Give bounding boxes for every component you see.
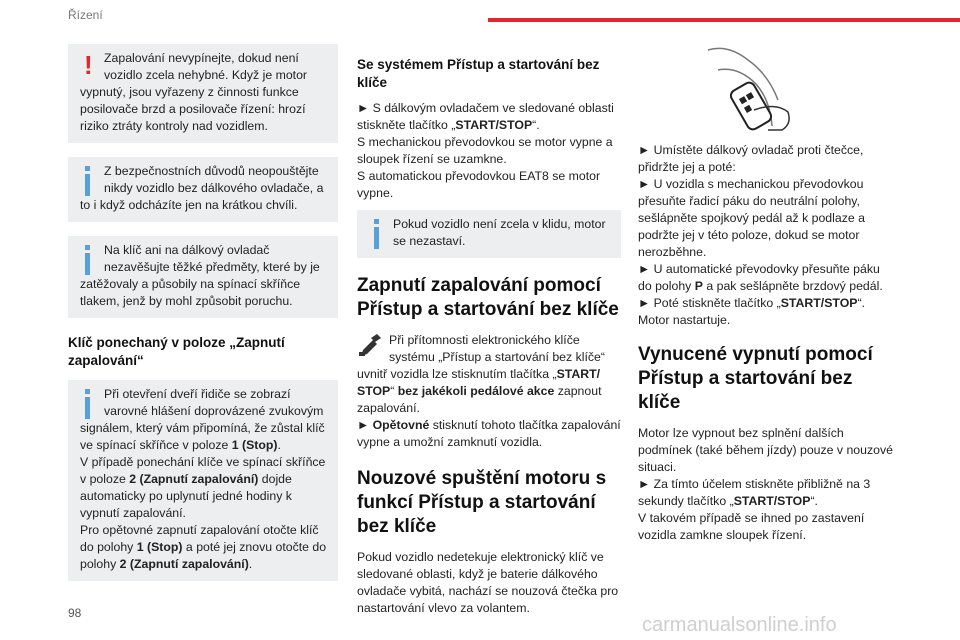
remote-reader-illustration xyxy=(698,40,798,136)
wrench-icon xyxy=(357,332,383,360)
paragraph-press-again: ► Opětovné stisknutí tohoto tlačítka zapalování vypne a umožní zamknutí vozidla. xyxy=(357,418,621,449)
header-accent-bar xyxy=(488,18,960,22)
warning-icon: ! xyxy=(84,50,93,80)
info-text-not-stationary: Pokud vozidlo není zcela v klidu, motor se nezastaví. xyxy=(393,217,606,248)
paragraph-press-start-stop-emergency: ► Poté stiskněte tlačítko „START/STOP“. xyxy=(638,296,865,310)
page-number: 98 xyxy=(68,606,82,620)
paragraph-forced-stop-emergency: Motor lze vypnout bez splnění dalších podmínek (také během jízdy) pouze v nouzové situaci. xyxy=(638,426,893,474)
info-icon xyxy=(80,386,98,420)
info-text-remote: Z bezpečnostních důvodů neopouštějte nikdy vozidlo bez dálkového ovladače, a to i když odcházíte jen na krátkou chvíli. xyxy=(80,164,324,212)
warning-text: Zapalování nevypínejte, dokud není vozidlo zcela nehybné. Když je motor vypnutý, jsou vyřazeny z činnosti funkce posilovače brzd a posilovače řízení: hrozí riziko ztráty kontroly nad vozidlem. xyxy=(80,51,308,133)
info-note-remote xyxy=(68,157,338,222)
paragraph-press-3-seconds: ► Za tímto účelem stiskněte přibližně na 3 sekundy tlačítko „START/STOP“. xyxy=(638,477,871,508)
info-icon xyxy=(369,216,387,250)
paragraph-place-remote: ► Umístěte dálkový ovladač proti čtečce, přidržte jej a poté: xyxy=(638,143,864,174)
column-left xyxy=(68,44,338,595)
info-text-key-weight: Na klíč ani na dálkový ovladač nezavěšujte těžké předměty, které by je zatěžovaly a působily na spínací skříňce tlakem, jenž by mohl způsobit poruchu. xyxy=(80,243,320,308)
paragraph-automatic-p: ► U automatické převodovky přesuňte páku do polohy P a pak sešlápněte brzdový pedál. xyxy=(638,262,883,293)
column-right xyxy=(638,40,893,544)
watermark: carmanualsonline.info xyxy=(642,614,837,636)
paragraph-emergency-reader: Pokud vozidlo nedetekuje elektronický klíč ve sledované oblasti, když je baterie dálkového ovladače vybitá, nachází se nouzová čtečka pro nastartování vlevo za volantem. xyxy=(357,550,619,615)
info-text-key-left-on: Při otevření dveří řidiče se zobrazí varovné hlášení doprovázené zvukovým signálem, který vám připomíná, že zůstal klíč ve spínací skříňce v poloze 1 (Stop). V případě ponechání klíče ve spínací skříňce v poloze 2 (Zapnutí zapalování) dojde automaticky po uplynutí jedné hodiny k vypnutí zapalování. Pro opětovné zapnutí zapalování otočte klíč do polohy 1 (Stop) a poté jej znovu otočte do polohy 2 (Zapnutí zapalování). xyxy=(80,387,327,571)
section-heading-key-left-on: Klíč ponechaný v poloze „Zapnutí zapalování“ xyxy=(68,335,285,368)
section-heading-emergency-start: Nouzové spuštění motoru s funkcí Přístup a startování bez klíče xyxy=(357,468,607,537)
paragraph-press-start-stop: ► S dálkovým ovladačem ve sledované oblasti stiskněte tlačítko „START/STOP“. xyxy=(357,101,614,132)
info-icon xyxy=(80,163,98,197)
section-title: Řízení xyxy=(68,8,103,22)
section-heading-keyless: Se systémem Přístup a startování bez klíče xyxy=(357,57,600,90)
info-icon xyxy=(80,242,98,276)
warning-note xyxy=(68,44,338,143)
section-heading-ignition-keyless: Zapnutí zapalování pomocí Přístup a startování bez klíče xyxy=(357,275,619,320)
info-note-not-stationary xyxy=(357,210,621,258)
paragraph-engine-starts: Motor nastartuje. xyxy=(638,313,731,327)
paragraph-steering-lock: V takovém případě se ihned po zastavení vozidla zamkne sloupek řízení. xyxy=(638,511,865,542)
column-middle xyxy=(357,56,621,617)
info-note-key-weight xyxy=(68,236,338,318)
section-heading-forced-stop: Vynucené vypnutí pomocí Přístup a startování bez klíče xyxy=(638,344,873,413)
info-note-key-left-on xyxy=(68,380,338,581)
paragraph-manual-clutch: ► U vozidla s mechanickou převodovkou přesuňte řadicí páku do neutrální polohy, sešlápněte spojkový pedál až k podlaze a podržte jej v této poloze, dokud se motor nerozběhne. xyxy=(638,177,865,259)
paragraph-automatic-gearbox: S automatickou převodovkou EAT8 se motor vypne. xyxy=(357,169,601,200)
paragraph-manual-gearbox: S mechanickou převodovkou se motor vypne a sloupek řízení se uzamkne. xyxy=(357,135,613,166)
paragraph-ignition-keyless: Při přítomnosti elektronického klíče systému „Přístup a startování bez klíče“ uvnitř vozidla lze stisknutím tlačítka „START/ STOP“ bez jakékoli pedálové akce zapnout zapalování. xyxy=(357,333,605,415)
